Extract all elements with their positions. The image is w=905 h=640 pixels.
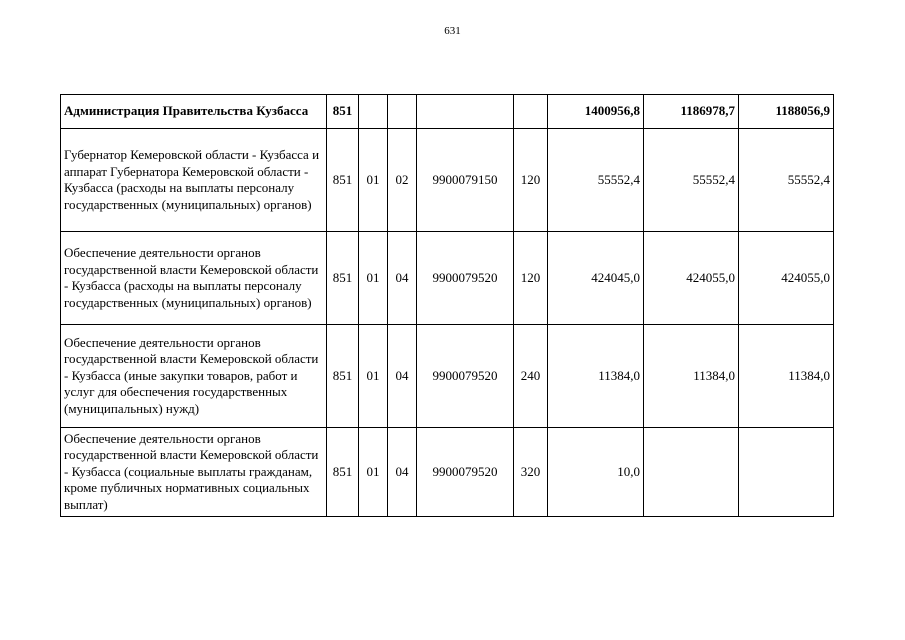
grbs-cell: 851 [327, 428, 359, 517]
section-cell: 01 [359, 325, 388, 428]
expense-type-cell: 120 [514, 232, 548, 325]
subsection-cell [388, 95, 417, 129]
target-article-cell: 9900079520 [417, 325, 514, 428]
amount-2-cell [644, 428, 739, 517]
target-article-cell [417, 95, 514, 129]
expense-type-cell: 120 [514, 129, 548, 232]
table-row [61, 232, 834, 325]
expense-type-cell: 240 [514, 325, 548, 428]
row-name-cell: Администрация Правительства Кузбасса [61, 95, 327, 129]
table-row [61, 95, 834, 129]
expense-type-cell [514, 95, 548, 129]
amount-2-cell: 11384,0 [644, 325, 739, 428]
amount-1-cell: 11384,0 [548, 325, 644, 428]
subsection-cell: 04 [388, 325, 417, 428]
section-cell: 01 [359, 232, 388, 325]
amount-1-cell: 424045,0 [548, 232, 644, 325]
amount-1-cell: 10,0 [548, 428, 644, 517]
row-name-cell: Обеспечение деятельности органов государственной власти Кемеровской области - Кузбасса (социальные выплаты гражданам, кроме публичных нормативных социальных выплат) [61, 428, 327, 517]
amount-3-cell [739, 428, 834, 517]
grbs-cell: 851 [327, 325, 359, 428]
table-row [61, 428, 834, 517]
subsection-cell: 02 [388, 129, 417, 232]
section-cell [359, 95, 388, 129]
amount-3-cell: 11384,0 [739, 325, 834, 428]
amount-2-cell: 424055,0 [644, 232, 739, 325]
amount-2-cell: 55552,4 [644, 129, 739, 232]
grbs-cell: 851 [327, 129, 359, 232]
section-cell: 01 [359, 129, 388, 232]
amount-3-cell: 1188056,9 [739, 95, 834, 129]
grbs-cell: 851 [327, 95, 359, 129]
table-row [61, 325, 834, 428]
amount-1-cell: 1400956,8 [548, 95, 644, 129]
amount-1-cell: 55552,4 [548, 129, 644, 232]
amount-3-cell: 55552,4 [739, 129, 834, 232]
subsection-cell: 04 [388, 232, 417, 325]
row-name-cell: Губернатор Кемеровской области - Кузбасса и аппарат Губернатора Кемеровской области - Кузбасса (расходы на выплаты персоналу государственных (муниципальных) органов) [61, 129, 327, 232]
row-name-cell: Обеспечение деятельности органов государственной власти Кемеровской области - Кузбасса (иные закупки товаров, работ и услуг для обеспечения государственных (муниципальных) нужд) [61, 325, 327, 428]
amount-2-cell: 1186978,7 [644, 95, 739, 129]
page-number: 631 [444, 25, 461, 37]
budget-table [60, 94, 834, 517]
subsection-cell: 04 [388, 428, 417, 517]
table-row [61, 129, 834, 232]
section-cell: 01 [359, 428, 388, 517]
grbs-cell: 851 [327, 232, 359, 325]
expense-type-cell: 320 [514, 428, 548, 517]
row-name-cell: Обеспечение деятельности органов государственной власти Кемеровской области - Кузбасса (расходы на выплаты персоналу государственных (муниципальных) органов) [61, 232, 327, 325]
target-article-cell: 9900079150 [417, 129, 514, 232]
amount-3-cell: 424055,0 [739, 232, 834, 325]
target-article-cell: 9900079520 [417, 232, 514, 325]
target-article-cell: 9900079520 [417, 428, 514, 517]
